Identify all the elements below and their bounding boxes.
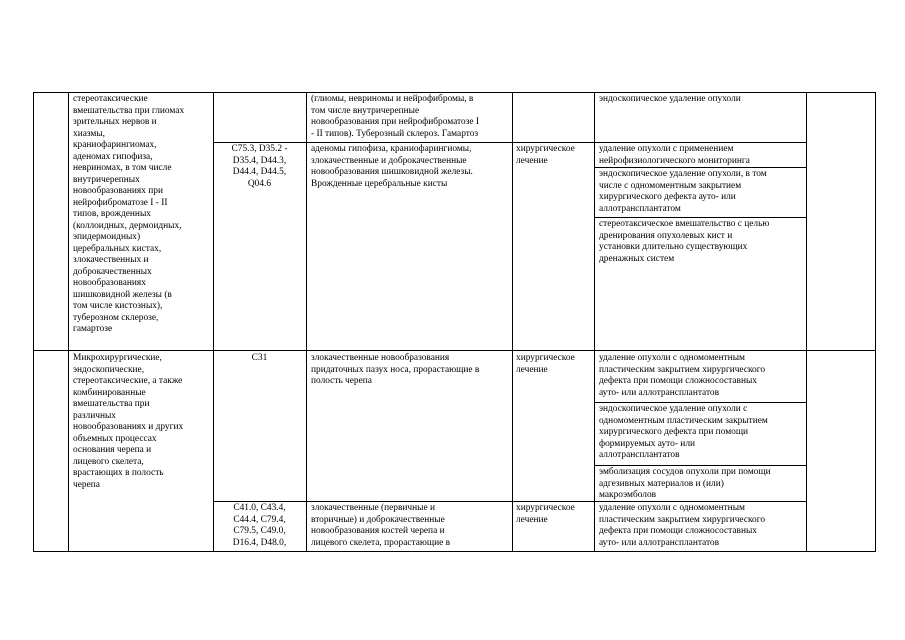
row-divider (594, 217, 807, 218)
row-divider (594, 465, 807, 466)
table-border-top (33, 92, 876, 93)
method-cell: Микрохирургические, эндоскопические, стереотаксические, а также комбинированные вмешательства при различных новообразованиях и других объемных процессах основания черепа и лицевого скелета, врастающих в полость черепа (73, 353, 184, 490)
treatment-type-cell: хирургическое лечение (516, 503, 575, 525)
procedure-cell: удаление опухоли с одномоментным пластическим закрытием хирургического дефекта при помощи сложносоставных ауто- или аллотрансплантатов (599, 353, 766, 398)
method-cell: стереотаксические вмешательства при глиомах зрительных нервов и хиазмы, краниофарингиомах, аденомах гипофиза, невриномах, в том числе внутричерепных новообразованиях при нейрофиброматозе I - II типов, врожденных (коллоидных, дермоидных, эпидермоидных) церебральных кистах, злокачественных и доброкачественных новообразованиях шишковидной железы (в том числе кистозных), туберозном склерозе, гамартозе (73, 94, 185, 334)
table-divider (806, 92, 807, 552)
treatment-type-cell: хирургическое лечение (516, 144, 575, 166)
icd-codes-cell: C31 (251, 353, 268, 363)
diagnosis-cell: (глиомы, невриномы и нейрофибромы, в том числе внутричерепные новообразования при нейрофиброматозе I - II типов). Туберозный склероз. Гамартоз (311, 94, 480, 139)
procedure-cell: стереотаксическое вмешательство с целью дренирования опухолевых кист и установки длительно существующих дренажных систем (599, 219, 770, 264)
table-divider (512, 92, 513, 552)
procedure-cell: эмболизация сосудов опухоли при помощи адгезивных материалов и (или) макроэмболов (599, 467, 771, 500)
table-border-bottom (33, 551, 876, 552)
icd-codes-cell: C75.3, D35.2 - D35.4, D44.3, D44.4, D44.5, Q04.6 (231, 144, 288, 189)
icd-codes-cell: C41.0, C43.4, C44.4, C79.4, C79.5, C49.0, D16.4, D48.0, (232, 503, 287, 548)
procedure-cell: эндоскопическое удаление опухоли, в том числе с одномоментным закрытием хирургического дефекта ауто- или аллотрансплантатом (599, 169, 767, 214)
row-divider (594, 402, 807, 403)
table-divider (594, 92, 595, 552)
procedure-cell: эндоскопическое удаление опухоли (599, 94, 741, 104)
table-divider (306, 92, 307, 552)
procedure-cell: удаление опухоли с применением нейрофизиологического мониторинга (599, 144, 750, 166)
table-border-right (875, 92, 876, 552)
row-divider (213, 501, 807, 502)
procedure-cell: эндоскопическое удаление опухоли с одномоментным пластическим закрытием хирургического дефекта при помощи формируемых ауто- или аллотрансплантатов (599, 404, 768, 460)
treatment-type-cell: хирургическое лечение (516, 353, 575, 375)
diagnosis-cell: аденомы гипофиза, краниофарингиомы, злокачественные и доброкачественные новообразования шишковидной железы. Врожденные церебральные кисты (311, 144, 473, 189)
row-divider (33, 350, 876, 351)
table-border-left (33, 92, 34, 552)
diagnosis-cell: злокачественные новообразования придаточных пазух носа, прорастающие в полость черепа (311, 353, 480, 386)
row-divider (213, 142, 807, 143)
table-divider (213, 92, 214, 552)
procedure-cell: удаление опухоли с одномоментным пластическим закрытием хирургического дефекта при помощи сложносоставных ауто- или аллотрансплантатов (599, 503, 766, 548)
table-divider (68, 92, 69, 552)
diagnosis-cell: злокачественные (первичные и вторичные) и доброкачественные новообразования костей черепа и лицевого скелета, прорастающие в (311, 503, 451, 548)
